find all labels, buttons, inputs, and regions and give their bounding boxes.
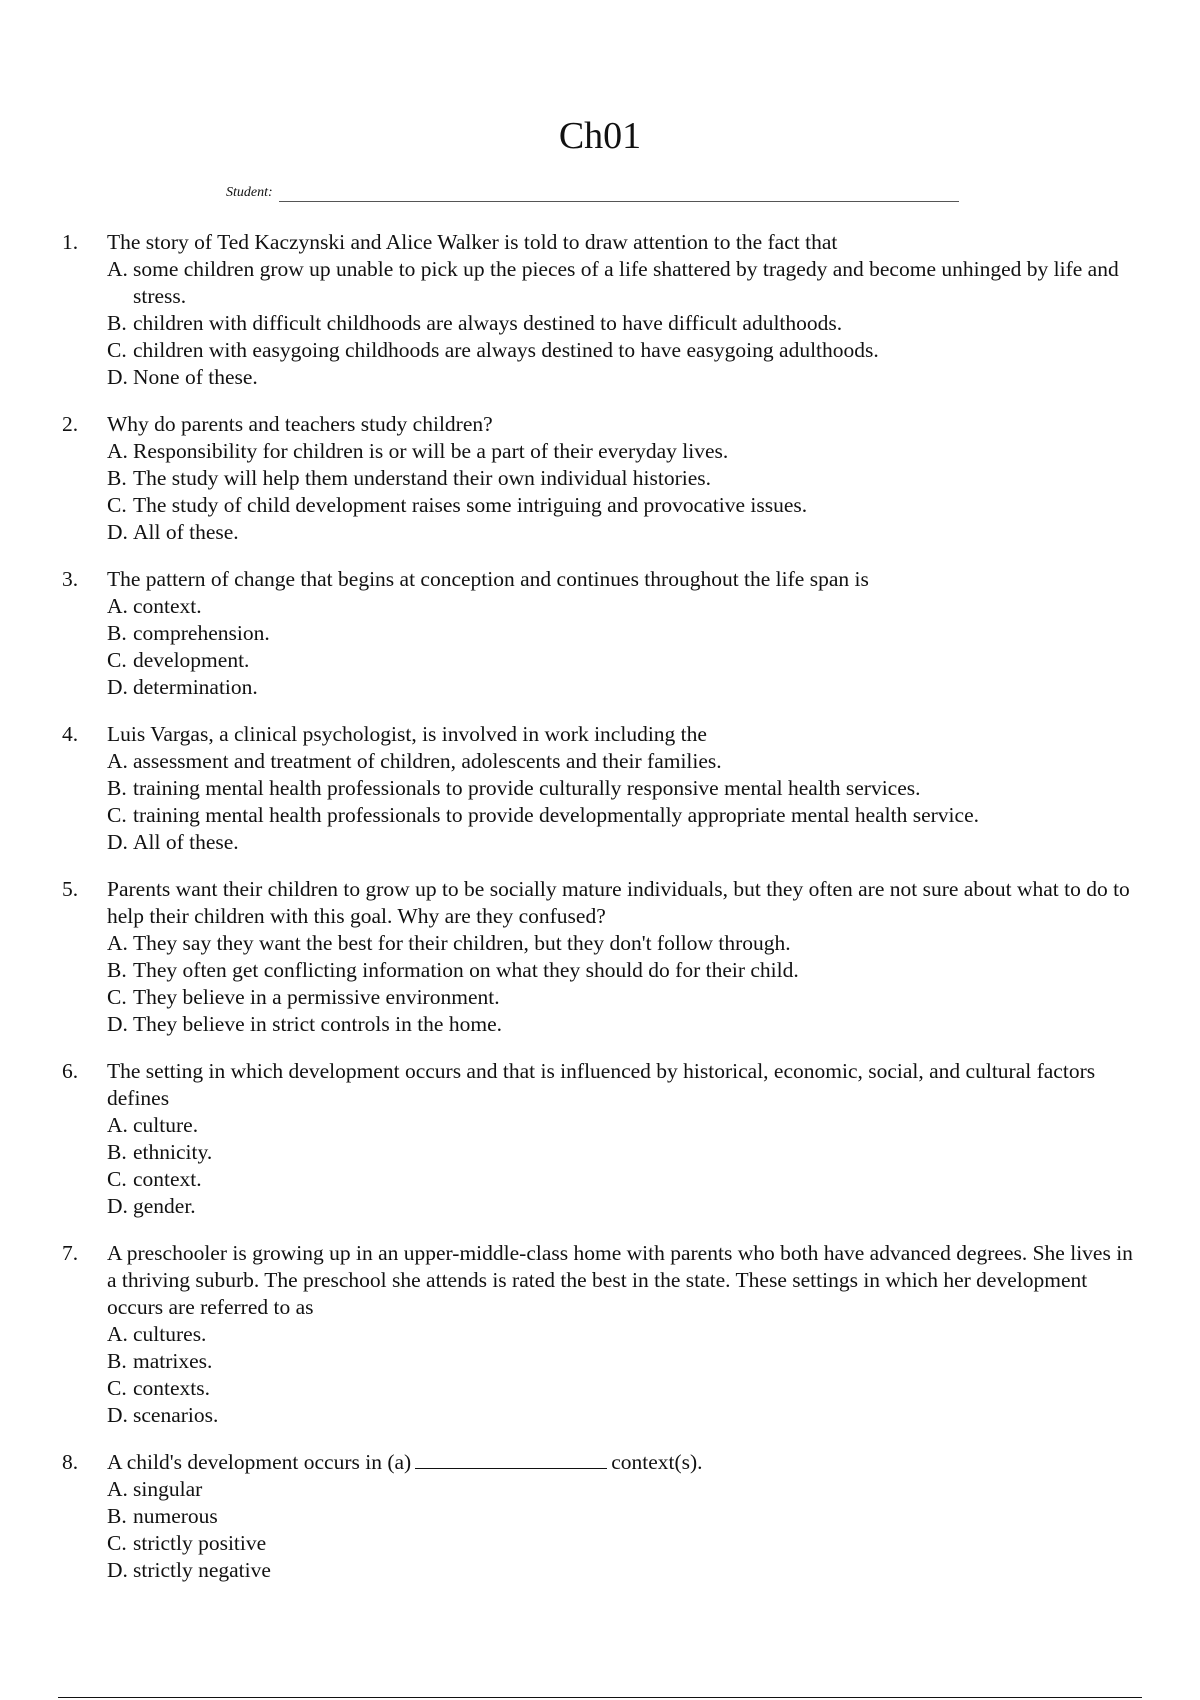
question-stem: The story of Ted Kaczynski and Alice Walker is told to draw attention to the fact that [107, 230, 838, 254]
choice-letter: C. [107, 338, 127, 362]
choice-letter: B. [107, 958, 127, 982]
choice-text: gender. [133, 1194, 196, 1218]
choice-text: They often get conflicting information on what they should do for their child. [133, 958, 799, 982]
choice-text: Responsibility for children is or will be a part of their everyday lives. [133, 439, 729, 463]
question-body [107, 1449, 1142, 1584]
question-number: 4. [62, 722, 79, 746]
question-body [107, 876, 1142, 1038]
footer-rule [58, 1697, 1142, 1698]
question-2 [62, 411, 1142, 546]
choice-text: training mental health professionals to provide developmentally appropriate mental health service. [133, 803, 979, 827]
question-stem: The pattern of change that begins at conception and continues throughout the life span is [107, 567, 869, 591]
choice-letter: B. [107, 1349, 127, 1373]
question-number: 8. [62, 1450, 79, 1474]
choice-text: strictly positive [133, 1531, 267, 1555]
question-number: 2. [62, 412, 79, 436]
choice-letter: C. [107, 1376, 127, 1400]
choice-text: All of these. [133, 830, 239, 854]
question-number: 3. [62, 567, 79, 591]
question-body [107, 566, 1142, 701]
choice-letter: A. [107, 257, 128, 281]
choice-letter: A. [107, 594, 128, 618]
question-number: 5. [62, 877, 79, 901]
question-4 [62, 721, 1142, 856]
answer-choice [107, 1530, 1142, 1557]
choice-letter: A. [107, 1113, 128, 1137]
choice-text: numerous [133, 1504, 218, 1528]
question-body [107, 721, 1142, 856]
answer-choice [107, 1112, 1142, 1139]
choice-text: All of these. [133, 520, 239, 544]
choice-text: scenarios. [133, 1403, 219, 1427]
answer-choice [107, 829, 1142, 856]
choice-letter: D. [107, 365, 128, 389]
question-6 [62, 1058, 1142, 1220]
choice-text: cultures. [133, 1322, 207, 1346]
choice-letter: C. [107, 493, 127, 517]
question-stem: Luis Vargas, a clinical psychologist, is involved in work including the [107, 722, 707, 746]
answer-choice [107, 802, 1142, 829]
answer-choice [107, 1375, 1142, 1402]
choice-text: context. [133, 1167, 202, 1191]
answer-choice [107, 310, 1142, 337]
answer-choice [107, 984, 1142, 1011]
choice-letter: B. [107, 621, 127, 645]
answer-choice [107, 1557, 1142, 1584]
choice-text: comprehension. [133, 621, 270, 645]
choice-letter: A. [107, 1322, 128, 1346]
question-7 [62, 1240, 1142, 1429]
choice-letter: D. [107, 1194, 128, 1218]
answer-choice [107, 674, 1142, 701]
question-5 [62, 876, 1142, 1038]
question-stem: The setting in which development occurs and that is influenced by historical, economic, social, and cultural factors defines [107, 1059, 1096, 1110]
choice-letter: B. [107, 466, 127, 490]
choice-letter: C. [107, 648, 127, 672]
choice-text: culture. [133, 1113, 199, 1137]
student-name-field [226, 184, 959, 202]
choice-text: ethnicity. [133, 1140, 213, 1164]
question-stem-before-blank: A child's development occurs in (a) [107, 1450, 412, 1474]
answer-choice [107, 256, 1142, 310]
choice-text: They believe in strict controls in the home. [133, 1012, 502, 1036]
question-1 [62, 229, 1142, 391]
answer-choice [107, 593, 1142, 620]
choice-letter: B. [107, 776, 127, 800]
choice-text: contexts. [133, 1376, 211, 1400]
answer-choice [107, 1166, 1142, 1193]
answer-choice [107, 364, 1142, 391]
choice-letter: D. [107, 830, 128, 854]
choice-letter: A. [107, 1477, 128, 1501]
student-label: Student: [226, 185, 273, 200]
answer-choice [107, 1139, 1142, 1166]
question-body [107, 229, 1142, 391]
question-stem: A preschooler is growing up in an upper-middle-class home with parents who both have advanced degrees. She lives in a thriving suburb. The preschool she attends is rated the best in the state. These settings in which her development occurs are referred to as [107, 1241, 1133, 1319]
question-stem: Parents want their children to grow up to be socially mature individuals, but they often are not sure about what to do to help their children with this goal. Why are they confused? [107, 877, 1130, 928]
question-number: 1. [62, 230, 79, 254]
choice-text: some children grow up unable to pick up the pieces of a life shattered by tragedy and become unhinged by life and stress. [133, 257, 1119, 308]
choice-text: training mental health professionals to provide culturally responsive mental health services. [133, 776, 921, 800]
choice-letter: A. [107, 931, 128, 955]
fill-in-blank[interactable] [415, 1450, 607, 1469]
answer-choice [107, 1402, 1142, 1429]
question-number: 7. [62, 1241, 79, 1265]
choice-text: matrixes. [133, 1349, 213, 1373]
answer-choice [107, 1321, 1142, 1348]
student-name-line[interactable] [279, 185, 959, 202]
question-number: 6. [62, 1059, 79, 1083]
choice-text: The study of child development raises some intriguing and provocative issues. [133, 493, 808, 517]
question-body [107, 1240, 1142, 1429]
answer-choice [107, 930, 1142, 957]
answer-choice [107, 1348, 1142, 1375]
question-stem-after-blank: context(s). [611, 1450, 703, 1474]
answer-choice [107, 1476, 1142, 1503]
question-stem [107, 1449, 1142, 1476]
choice-letter: C. [107, 985, 127, 1009]
choice-text: None of these. [133, 365, 258, 389]
answer-choice [107, 465, 1142, 492]
question-stem: Why do parents and teachers study children? [107, 412, 493, 436]
answer-choice [107, 438, 1142, 465]
answer-choice [107, 519, 1142, 546]
question-3 [62, 566, 1142, 701]
choice-letter: A. [107, 439, 128, 463]
choice-text: context. [133, 594, 202, 618]
choice-letter: B. [107, 311, 127, 335]
choice-letter: B. [107, 1140, 127, 1164]
choice-letter: D. [107, 675, 128, 699]
answer-choice [107, 1503, 1142, 1530]
choice-text: assessment and treatment of children, adolescents and their families. [133, 749, 722, 773]
choice-letter: B. [107, 1504, 127, 1528]
answer-choice [107, 775, 1142, 802]
answer-choice [107, 620, 1142, 647]
question-body [107, 1058, 1142, 1220]
page-title: Ch01 [558, 115, 642, 157]
choice-text: children with difficult childhoods are always destined to have difficult adulthoods. [133, 311, 843, 335]
choice-text: singular [133, 1477, 203, 1501]
question-body [107, 411, 1142, 546]
choice-letter: D. [107, 1012, 128, 1036]
choice-text: development. [133, 648, 250, 672]
choice-text: They say they want the best for their children, but they don't follow through. [133, 931, 791, 955]
choice-letter: D. [107, 1403, 128, 1427]
choice-text: They believe in a permissive environment. [133, 985, 500, 1009]
answer-choice [107, 492, 1142, 519]
choice-text: The study will help them understand their own individual histories. [133, 466, 712, 490]
choice-letter: C. [107, 1167, 127, 1191]
choice-letter: A. [107, 749, 128, 773]
choice-letter: D. [107, 520, 128, 544]
choice-text: strictly negative [133, 1558, 271, 1582]
answer-choice [107, 647, 1142, 674]
answer-choice [107, 1011, 1142, 1038]
choice-text: children with easygoing childhoods are always destined to have easygoing adulthoods. [133, 338, 879, 362]
question-8 [62, 1449, 1142, 1584]
choice-text: determination. [133, 675, 258, 699]
question-list [62, 229, 1142, 1604]
choice-letter: D. [107, 1558, 128, 1582]
choice-letter: C. [107, 803, 127, 827]
choice-letter: C. [107, 1531, 127, 1555]
answer-choice [107, 337, 1142, 364]
answer-choice [107, 1193, 1142, 1220]
answer-choice [107, 957, 1142, 984]
answer-choice [107, 748, 1142, 775]
